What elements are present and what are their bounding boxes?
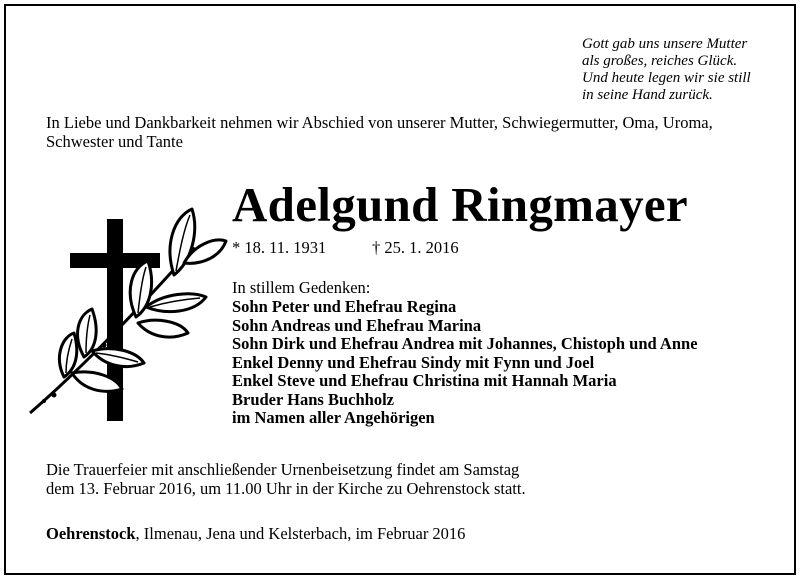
- mourner-line: Bruder Hans Buchholz: [232, 389, 394, 409]
- life-dates: [232, 238, 459, 257]
- ceremony-line: Die Trauerfeier mit anschließender Urnenbeisetzung findet am Samstag: [46, 460, 520, 479]
- place-rest: , Ilmenau, Jena und Kelsterbach, im Februar 2016: [135, 524, 466, 543]
- deceased-name: Adelgund Ringmayer: [232, 177, 688, 232]
- poem-line: als großes, reiches Glück.: [582, 53, 738, 69]
- ceremony-info: [46, 460, 526, 498]
- mourners-heading: In stillem Gedenken:: [232, 278, 371, 297]
- ceremony-line: dem 13. Februar 2016, um 11.00 Uhr in der Kirche zu Oehrenstock statt.: [46, 479, 526, 498]
- mourner-line: Sohn Andreas und Ehefrau Marina: [232, 315, 482, 335]
- poem-line: in seine Hand zurück.: [582, 87, 713, 103]
- place-date-line: [46, 524, 465, 543]
- death-date: † 25. 1. 2016: [372, 238, 459, 257]
- place-town: Oehrenstock: [46, 524, 136, 543]
- birth-date: * 18. 11. 1931: [232, 238, 327, 257]
- intro-text: In Liebe und Dankbarkeit nehmen wir Abschied von unserer Mutter, Schwiegermutter, Oma, Uroma, Schwester und Tante: [46, 113, 713, 151]
- poem-line: Gott gab uns unsere Mutter: [582, 36, 748, 52]
- mourner-line: Sohn Dirk und Ehefrau Andrea mit Johannes, Chistoph und Anne: [232, 334, 698, 353]
- mourner-line: im Namen aller Angehörigen: [232, 408, 435, 427]
- poem-quote: [582, 36, 751, 104]
- mourner-line: Sohn Peter und Ehefrau Regina: [232, 297, 457, 316]
- poem-line: Und heute legen wir sie still: [582, 70, 751, 86]
- mourner-line: Enkel Steve und Ehefrau Christina mit Hannah Maria: [232, 371, 617, 390]
- cross-with-palm-branch-icon: [24, 205, 234, 425]
- mourners-list: [232, 298, 698, 428]
- mourner-line: Enkel Denny und Ehefrau Sindy mit Fynn und Joel: [232, 352, 595, 372]
